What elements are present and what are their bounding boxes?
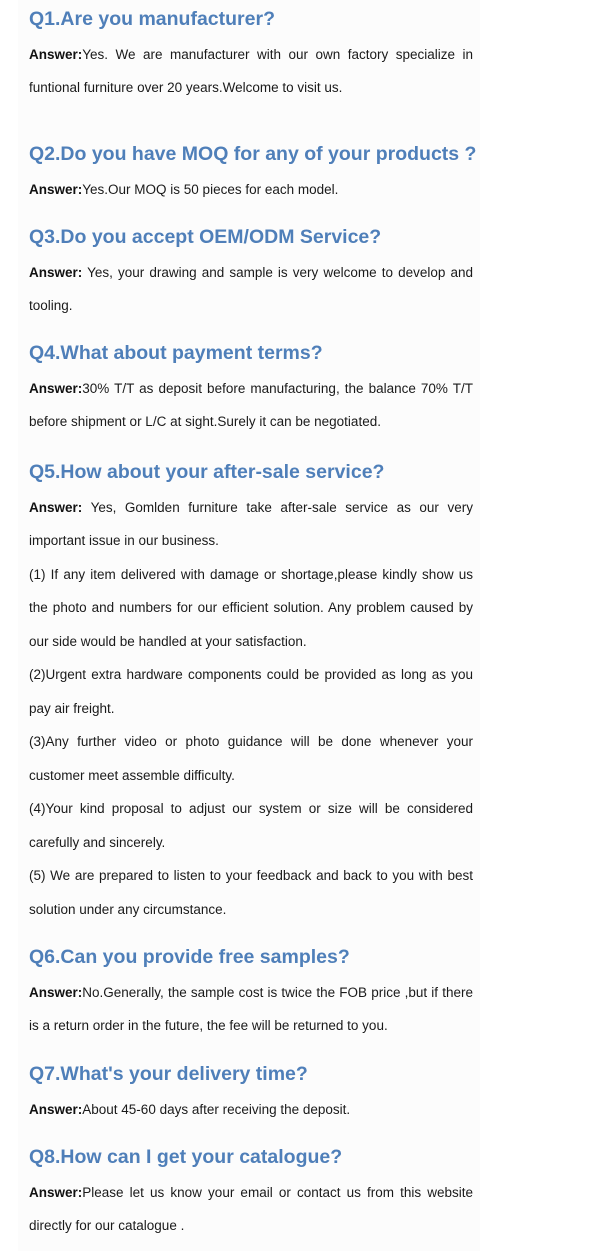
faq-answer-7 [29,1093,473,1127]
faq-answer-5 [29,491,473,558]
answer-label: Answer: [29,1184,83,1200]
faq-answer-2 [29,173,473,207]
answer-label: Answer: [29,499,83,515]
faq-answer-4-text: 30% T/T as deposit before manufacturing, the balance 70% T/T before shipment or L/C at sight.Surely it can be negotiated. [29,380,473,429]
faq-answer-1 [29,38,473,105]
faq-item-2 [29,143,477,206]
faq-answer-5-point-3: (3)Any further video or photo guidance will be done whenever your customer meet assemble difficulty. [29,734,473,783]
faq-question-7: Q7.What's your delivery time? [29,1063,308,1085]
faq-question-3: Q3.Do you accept OEM/ODM Service? [29,226,382,248]
faq-question-8: Q8.How can I get your catalogue? [29,1146,343,1168]
faq-answer-2-text: Yes.Our MOQ is 50 pieces for each model. [82,181,339,197]
answer-label: Answer: [29,984,83,1000]
faq-answer-4 [29,372,473,439]
faq-answer-7-text: About 45-60 days after receiving the deposit. [82,1101,351,1117]
faq-item-1 [29,10,473,105]
answer-label: Answer: [29,1101,83,1117]
faq-question-5: Q5.How about your after-sale service? [29,461,385,483]
faq-answer-1-text: Yes. We are manufacturer with our own factory specialize in funtional furniture over 20 years.Welcome to visit us. [29,46,473,95]
faq-answer-5-text: Yes, Gomlden furniture take after-sale service as our very important issue in our business. [29,499,473,548]
faq-question-4: Q4.What about payment terms? [29,342,323,364]
faq-answer-6-text: No.Generally, the sample cost is twice the FOB price ,but if there is a return order in the future, the fee will be returned to you. [29,984,473,1033]
faq-question-2: Q2.Do you have MOQ for any of your products ? [29,143,477,165]
answer-label: Answer: [29,380,83,396]
faq-item-7 [29,1065,473,1126]
faq-answer-3-text: Yes, your drawing and sample is very welcome to develop and tooling. [29,264,473,313]
faq-item-6 [29,948,473,1043]
faq-item-3 [29,228,473,323]
faq-answer-5-point-1: (1) If any item delivered with damage or shortage,please kindly show us the photo and numbers for our efficient solution. Any problem caused by our side would be handled at your satisfaction. [29,566,473,649]
faq-answer-5-point-2: (2)Urgent extra hardware components could be provided as long as you pay air freight. [29,667,473,716]
answer-label: Answer: [29,181,83,197]
faq-item-4 [29,344,473,439]
faq-question-1: Q1.Are you manufacturer? [29,8,275,30]
faq-question-6: Q6.Can you provide free samples? [29,946,350,968]
faq-item-8 [29,1148,473,1243]
faq-answer-8-text: Please let us know your email or contact us from this website directly for our catalogue . [29,1184,473,1233]
faq-answer-6 [29,976,473,1043]
faq-answer-5-point-5: (5) We are prepared to listen to your feedback and back to you with best solution under any circumstance. [29,868,473,917]
answer-label: Answer: [29,264,83,280]
faq-answer-3 [29,256,473,323]
answer-label: Answer: [29,46,83,62]
faq-answer-5-point-4: (4)Your kind proposal to adjust our system or size will be considered carefully and sincerely. [29,801,473,850]
faq-answer-8 [29,1176,473,1243]
faq-item-5 [29,463,473,926]
